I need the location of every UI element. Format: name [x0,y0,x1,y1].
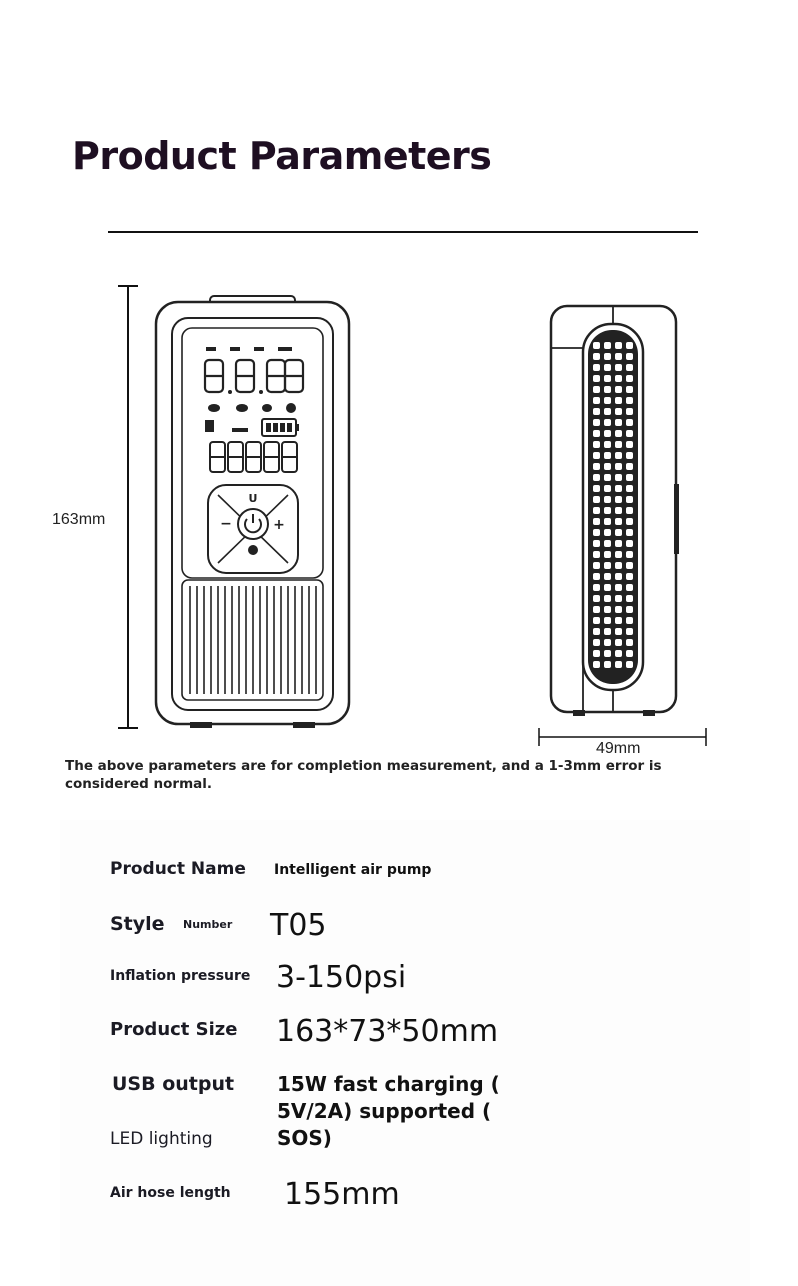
vent-hole [604,496,611,503]
vent-hole [615,485,622,492]
vent-hole [604,661,611,668]
vent-hole [593,628,600,635]
product-name-value: Intelligent air pump [274,862,432,878]
vent-hole [604,529,611,536]
vent-hole [626,419,633,426]
vent-hole [604,474,611,481]
vent-hole [604,386,611,393]
vent-hole [626,628,633,635]
vent-hole [593,518,600,525]
title-divider [108,231,698,233]
vent-hole [626,408,633,415]
vent-hole [604,419,611,426]
vent-hole [593,529,600,536]
vent-hole [604,540,611,547]
air-pump-front-illustration [150,292,355,732]
vent-hole [593,606,600,613]
vent-hole [615,386,622,393]
vent-hole [615,408,622,415]
vent-hole [615,650,622,657]
vent-hole [615,518,622,525]
vent-hole [593,419,600,426]
led-label: LED lighting [110,1129,213,1149]
vent-hole [615,661,622,668]
usb-led-value-line3: SOS) [277,1126,332,1150]
vent-hole [604,562,611,569]
vent-hole [593,650,600,657]
inflation-label: Inflation pressure [110,968,251,984]
vent-hole [593,397,600,404]
vent-hole [604,584,611,591]
vent-hole [604,342,611,349]
vent-hole [626,639,633,646]
vent-hole [593,375,600,382]
vent-hole [615,342,622,349]
vent-hole [626,650,633,657]
vent-hole [615,397,622,404]
vent-hole [615,430,622,437]
vent-hole [593,452,600,459]
vent-hole [615,364,622,371]
vent-hole [615,584,622,591]
vent-hole [626,529,633,536]
height-dimension-line [118,284,138,730]
vent-hole [593,386,600,393]
vent-hole [604,485,611,492]
vent-hole [626,430,633,437]
vent-hole [604,606,611,613]
vent-hole [626,507,633,514]
vent-hole [593,507,600,514]
vent-hole [604,595,611,602]
vent-hole [593,540,600,547]
width-label: 49mm [596,740,641,757]
vent-hole [626,485,633,492]
svg-text:U: U [248,492,258,505]
inflation-value: 3-150psi [276,960,407,995]
svg-text:+: + [273,517,285,533]
vent-hole [615,419,622,426]
product-name-label: Product Name [110,859,246,879]
vent-hole [626,386,633,393]
vent-hole [615,507,622,514]
vent-hole [593,485,600,492]
hose-value: 155mm [284,1177,400,1212]
vent-hole [593,441,600,448]
vent-hole [626,606,633,613]
vent-hole [615,496,622,503]
vent-hole [593,562,600,569]
vent-hole [615,639,622,646]
vent-hole [593,353,600,360]
vent-hole [626,342,633,349]
vent-hole [615,452,622,459]
usb-led-value-line2: 5V/2A) supported ( [277,1099,492,1123]
size-value: 163*73*50mm [276,1014,499,1049]
vent-hole [604,551,611,558]
vent-hole [626,661,633,668]
vent-hole [615,551,622,558]
vent-hole [593,408,600,415]
vent-hole [593,364,600,371]
vent-hole [626,595,633,602]
vent-hole [626,617,633,624]
usb-led-value-line1: 15W fast charging ( [277,1072,500,1096]
vent-hole [626,452,633,459]
svg-text:−: − [220,516,232,532]
vent-hole [604,375,611,382]
usb-label: USB output [112,1073,235,1095]
vent-hole [626,397,633,404]
vent-hole [615,375,622,382]
page-title: Product Parameters [72,134,492,178]
vent-hole [626,518,633,525]
vent-hole [615,474,622,481]
vent-hole [604,353,611,360]
vent-hole [615,573,622,580]
vent-hole [593,595,600,602]
vent-hole [593,430,600,437]
vent-hole [604,507,611,514]
number-label: Number [183,918,233,931]
vent-hole [604,463,611,470]
vent-hole [604,441,611,448]
vent-hole [604,650,611,657]
vent-hole [615,441,622,448]
vent-hole [626,364,633,371]
vent-hole [593,573,600,580]
hose-label: Air hose length [110,1185,231,1201]
vent-hole [615,628,622,635]
vent-hole [626,584,633,591]
vent-hole [604,430,611,437]
vent-hole [593,463,600,470]
vent-hole [593,661,600,668]
vent-hole [593,496,600,503]
vent-hole [604,639,611,646]
size-label: Product Size [110,1019,238,1040]
vent-hole [615,353,622,360]
vent-hole [626,463,633,470]
vent-hole [604,364,611,371]
vent-hole [615,595,622,602]
style-value: T05 [270,908,327,943]
vent-hole [604,408,611,415]
vent-hole [604,628,611,635]
air-pump-side-illustration [548,304,683,718]
vent-hole [593,342,600,349]
vent-hole [615,463,622,470]
specs-panel [60,820,750,1286]
vent-hole [593,474,600,481]
vent-hole [593,639,600,646]
vent-hole [604,573,611,580]
vent-hole [626,540,633,547]
vent-hole [593,551,600,558]
vent-hole [615,562,622,569]
vent-hole [593,617,600,624]
vent-hole [604,518,611,525]
vent-hole [615,529,622,536]
vent-hole [626,551,633,558]
vent-hole [604,452,611,459]
vent-hole [604,617,611,624]
vent-hole [626,353,633,360]
vent-hole [593,584,600,591]
height-label: 163mm [52,511,106,528]
vent-hole [626,573,633,580]
vent-hole [626,496,633,503]
vent-hole [626,474,633,481]
measurement-note: The above parameters are for completion measurement, and a 1-3mm error is considered normal. [65,758,662,792]
style-label: Style [110,913,165,935]
vent-hole [626,375,633,382]
vent-hole [615,606,622,613]
vent-hole [615,617,622,624]
vent-hole [626,441,633,448]
vent-hole [626,562,633,569]
vent-hole [615,540,622,547]
vent-hole [604,397,611,404]
